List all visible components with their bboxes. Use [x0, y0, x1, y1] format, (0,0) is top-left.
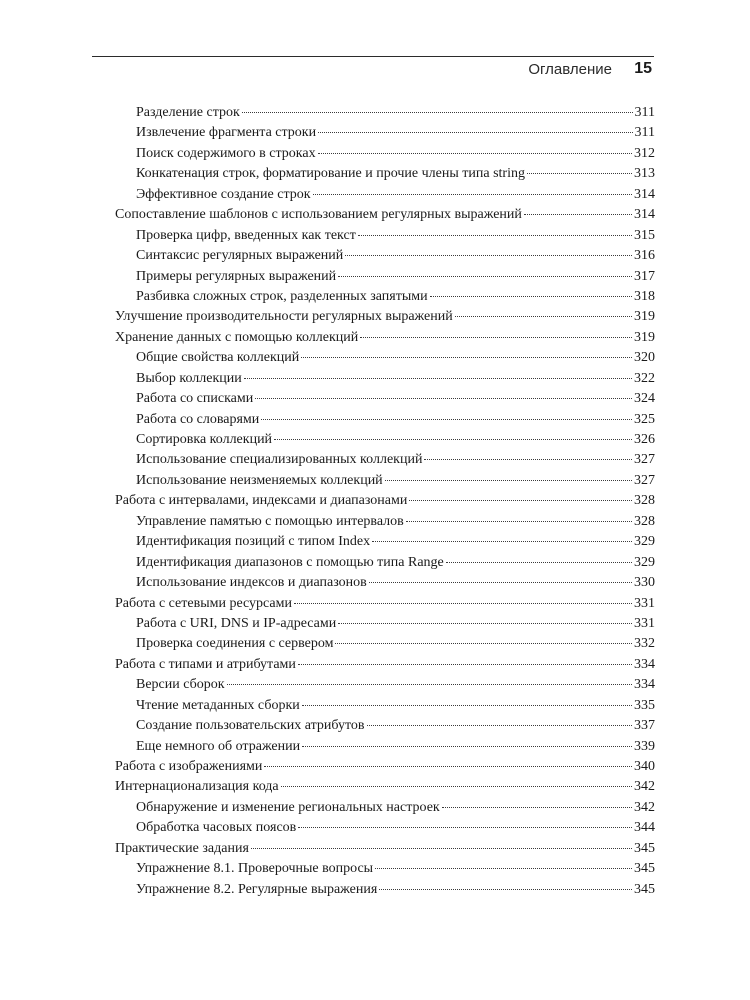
dot-leader	[345, 255, 632, 256]
dot-leader	[255, 398, 632, 399]
toc-entry-title: Улучшение производительности регулярных выражений	[115, 309, 453, 325]
toc-entry-page: 319	[634, 329, 655, 345]
toc-entry-title: Работа с интервалами, индексами и диапазонами	[115, 493, 408, 509]
toc-entry-title: Работа с URI, DNS и IP-адресами	[136, 615, 337, 631]
toc-entry-title: Примеры регулярных выражений	[136, 268, 337, 284]
dot-leader	[367, 725, 632, 726]
toc-entry-page: 320	[634, 350, 655, 366]
toc-entry-page: 339	[634, 738, 655, 754]
toc-entry-page: 329	[634, 534, 655, 550]
toc-entry-title: Хранение данных с помощью коллекций	[115, 329, 359, 345]
dot-leader	[442, 807, 632, 808]
toc-entry-title: Управление памятью с помощью интервалов	[136, 513, 404, 529]
dot-leader	[360, 337, 632, 338]
toc-entry-title: Синтаксис регулярных выражений	[136, 248, 344, 264]
toc-entry-title: Создание пользовательских атрибутов	[136, 718, 365, 734]
dot-leader	[281, 786, 632, 787]
toc-entry[interactable]	[115, 675, 655, 695]
toc-entry[interactable]	[115, 389, 655, 409]
dot-leader	[338, 623, 632, 624]
toc-entry-title: Интернационализация кода	[115, 779, 279, 795]
toc-entry-title: Еще немного об отражении	[136, 738, 301, 754]
toc-entry-title: Версии сборок	[136, 677, 225, 693]
toc-entry-page: 316	[634, 248, 655, 264]
toc-entry-page: 328	[634, 513, 655, 529]
dot-leader	[251, 848, 632, 849]
toc-entry-title: Упражнение 8.1. Проверочные вопросы	[136, 861, 374, 877]
toc-entry-page: 319	[634, 309, 655, 325]
toc-entry-page: 314	[634, 207, 655, 223]
dot-leader	[379, 889, 632, 890]
dot-leader	[524, 214, 632, 215]
dot-leader	[302, 705, 632, 706]
toc-entry-page: 317	[634, 268, 655, 284]
toc-entry[interactable]	[115, 205, 655, 225]
toc-entry-page: 340	[634, 759, 655, 774]
toc-entry-title: Использование индексов и диапазонов	[136, 575, 367, 591]
dot-leader	[227, 684, 632, 685]
toc-entry-title: Извлечение фрагмента строки	[136, 125, 317, 141]
toc-entry[interactable]	[115, 369, 655, 389]
dot-leader	[294, 603, 632, 604]
toc-entry[interactable]	[115, 716, 655, 736]
dot-leader	[298, 827, 632, 828]
toc-entry[interactable]	[115, 287, 655, 307]
toc-entry-page: 312	[634, 145, 655, 161]
toc-entry-title: Разбивка сложных строк, разделенных запятыми	[136, 288, 428, 304]
dot-leader	[369, 582, 632, 583]
toc-entry-title: Работа с сетевыми ресурсами	[115, 595, 292, 611]
toc-entry-page: 345	[634, 881, 655, 897]
toc-entry-title: Использование специализированных коллекций	[136, 452, 423, 468]
toc-entry[interactable]	[115, 655, 655, 675]
toc-entry-title: Работа со словарями	[136, 411, 260, 427]
running-header-title: Оглавление	[528, 61, 612, 78]
dot-leader	[409, 500, 632, 501]
toc-entry[interactable]	[115, 818, 655, 838]
toc-entry[interactable]	[115, 410, 655, 430]
page-number: 15	[634, 60, 652, 77]
toc-entry[interactable]	[115, 246, 655, 266]
dot-leader	[335, 643, 632, 644]
dot-leader	[298, 664, 632, 665]
toc-entry[interactable]	[115, 614, 655, 634]
toc-entry-page: 330	[634, 575, 655, 591]
toc-entry[interactable]	[115, 880, 655, 900]
table-of-contents	[115, 103, 655, 900]
toc-entry[interactable]	[115, 103, 655, 123]
toc-entry-title: Чтение метаданных сборки	[136, 697, 300, 713]
toc-entry-page: 325	[634, 411, 655, 427]
toc-entry-page: 331	[634, 595, 655, 611]
toc-entry-page: 311	[634, 125, 655, 141]
toc-entry[interactable]	[115, 164, 655, 184]
toc-entry-page: 334	[634, 677, 655, 693]
toc-entry-title: Обработка часовых поясов	[136, 820, 297, 836]
toc-entry-title: Разделение строк	[136, 105, 240, 120]
toc-entry-page: 315	[634, 227, 655, 243]
toc-entry[interactable]	[115, 798, 655, 818]
toc-entry-title: Работа с изображениями	[115, 759, 263, 774]
toc-entry[interactable]	[115, 144, 655, 164]
toc-entry[interactable]	[115, 348, 655, 368]
toc-entry-title: Проверка соединения с сервером	[136, 636, 334, 652]
dot-leader	[242, 112, 633, 113]
toc-entry-title: Идентификация позиций с типом Index	[136, 534, 371, 550]
dot-leader	[527, 173, 632, 174]
dot-leader	[301, 357, 632, 358]
dot-leader	[430, 296, 632, 297]
toc-entry-page: 329	[634, 554, 655, 570]
toc-entry[interactable]	[115, 471, 655, 491]
toc-entry[interactable]	[115, 532, 655, 552]
toc-entry-page: 334	[634, 656, 655, 672]
toc-entry[interactable]	[115, 839, 655, 859]
toc-entry[interactable]	[115, 859, 655, 879]
toc-entry-title: Поиск содержимого в строках	[136, 145, 316, 161]
dot-leader	[318, 132, 632, 133]
dot-leader	[424, 459, 632, 460]
toc-entry-title: Эффективное создание строк	[136, 186, 311, 202]
toc-entry-page: 337	[634, 718, 655, 734]
dot-leader	[264, 766, 632, 767]
toc-entry-page: 342	[634, 799, 655, 815]
toc-entry-page: 331	[634, 615, 655, 631]
toc-entry-page: 327	[634, 472, 655, 488]
dot-leader	[261, 419, 632, 420]
toc-entry-page: 345	[634, 861, 655, 877]
dot-leader	[302, 746, 632, 747]
dot-leader	[318, 153, 632, 154]
toc-entry-title: Упражнение 8.2. Регулярные выражения	[136, 881, 378, 897]
toc-entry-page: 335	[634, 697, 655, 713]
toc-entry[interactable]	[115, 757, 655, 777]
toc-entry-title: Сортировка коллекций	[136, 432, 273, 447]
dot-leader	[244, 378, 632, 379]
toc-entry[interactable]	[115, 512, 655, 532]
toc-entry-page: 318	[634, 288, 655, 304]
toc-entry[interactable]	[115, 226, 655, 246]
toc-entry-page: 326	[634, 432, 655, 447]
toc-entry-page: 322	[634, 370, 655, 386]
toc-entry-title: Практические задания	[115, 840, 249, 856]
toc-entry-title: Конкатенация строк, форматирование и прочие члены типа string	[136, 166, 525, 182]
toc-entry[interactable]	[115, 267, 655, 287]
toc-entry-title: Общие свойства коллекций	[136, 350, 300, 366]
toc-entry-title: Проверка цифр, введенных как текст	[136, 227, 356, 243]
toc-entry[interactable]	[115, 430, 655, 450]
toc-entry[interactable]	[115, 307, 655, 327]
toc-entry-page: 332	[634, 636, 655, 652]
toc-entry[interactable]	[115, 123, 655, 143]
dot-leader	[313, 194, 632, 195]
dot-leader	[385, 480, 632, 481]
dot-leader	[375, 868, 632, 869]
toc-entry-title: Использование неизменяемых коллекций	[136, 472, 383, 488]
toc-entry-title: Работа с типами и атрибутами	[115, 656, 296, 672]
toc-entry-page: 345	[634, 840, 655, 856]
dot-leader	[274, 439, 632, 440]
toc-entry-title: Обнаружение и изменение региональных настроек	[136, 799, 440, 815]
toc-entry-page: 328	[634, 493, 655, 509]
toc-entry-page: 311	[634, 105, 655, 120]
dot-leader	[406, 521, 632, 522]
toc-entry[interactable]	[115, 573, 655, 593]
dot-leader	[338, 276, 632, 277]
toc-entry[interactable]	[115, 737, 655, 757]
toc-entry[interactable]	[115, 491, 655, 511]
toc-entry[interactable]	[115, 328, 655, 348]
dot-leader	[446, 562, 632, 563]
toc-entry[interactable]	[115, 777, 655, 797]
toc-entry-title: Идентификация диапазонов с помощью типа Range	[136, 554, 444, 570]
dot-leader	[372, 541, 632, 542]
toc-entry-page: 314	[634, 186, 655, 202]
dot-leader	[455, 316, 632, 317]
toc-entry-title: Сопоставление шаблонов с использованием регулярных выражений	[115, 207, 522, 223]
toc-entry-page: 313	[634, 166, 655, 182]
toc-entry[interactable]	[115, 553, 655, 573]
running-header	[92, 56, 654, 85]
dot-leader	[358, 235, 632, 236]
toc-entry-title: Выбор коллекции	[136, 370, 242, 386]
toc-entry-title: Работа со списками	[136, 391, 254, 407]
toc-entry[interactable]	[115, 450, 655, 470]
toc-entry[interactable]	[115, 696, 655, 716]
toc-entry[interactable]	[115, 634, 655, 654]
toc-entry[interactable]	[115, 594, 655, 614]
toc-entry-page: 344	[634, 820, 655, 836]
toc-entry-page: 324	[634, 391, 655, 407]
toc-entry[interactable]	[115, 185, 655, 205]
toc-entry-page: 342	[634, 779, 655, 795]
toc-entry-page: 327	[634, 452, 655, 468]
